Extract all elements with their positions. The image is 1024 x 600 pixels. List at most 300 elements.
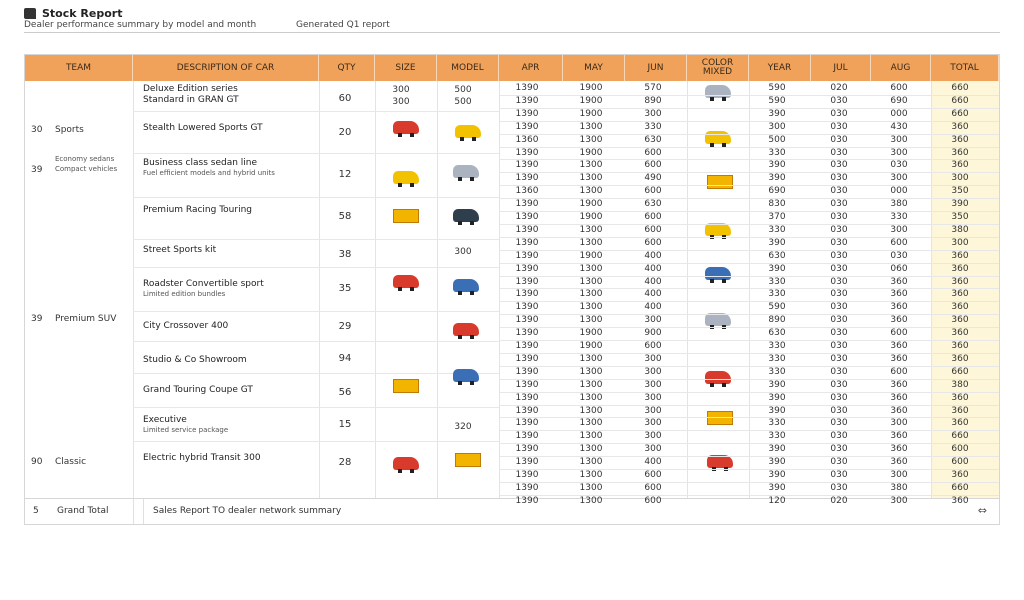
year-cell: 370 bbox=[768, 212, 786, 222]
year-cell: 300 bbox=[768, 121, 786, 132]
total-cell: 390 bbox=[951, 199, 969, 210]
may-cell: 1300 bbox=[579, 457, 603, 468]
total-cell: 360 bbox=[951, 353, 969, 364]
aug-cell: 060 bbox=[890, 263, 908, 274]
may-cell: 1300 bbox=[579, 160, 603, 171]
aug-cell: 360 bbox=[890, 392, 908, 403]
jul-cell: 030 bbox=[830, 431, 848, 442]
jun-cell: 300 bbox=[644, 405, 662, 416]
aug-cell: 430 bbox=[890, 121, 908, 132]
apr-cell: 1390 bbox=[515, 431, 539, 442]
may-cell: 1300 bbox=[579, 379, 603, 390]
year-cell: 390 bbox=[768, 173, 786, 184]
aug-cell: 360 bbox=[890, 444, 908, 455]
apr-cell: 1390 bbox=[515, 495, 539, 506]
apr-cell: 1390 bbox=[515, 328, 539, 339]
jun-cell: 400 bbox=[644, 263, 662, 274]
aug-cell: 600 bbox=[890, 237, 908, 248]
may-cell: 1300 bbox=[579, 263, 603, 274]
aug-cell: 600 bbox=[890, 83, 908, 93]
apr-cell: 1390 bbox=[515, 263, 539, 274]
product-name: Grand Touring Coupe GT bbox=[143, 385, 253, 395]
may-cell: 1900 bbox=[579, 328, 603, 339]
jul-cell: 030 bbox=[830, 199, 848, 210]
jun-cell: 630 bbox=[644, 199, 662, 210]
jul-cell: 030 bbox=[830, 147, 848, 158]
col-header-aug[interactable]: AUG bbox=[871, 55, 931, 81]
total-cell: 660 bbox=[951, 482, 969, 493]
apr-cell: 1360 bbox=[515, 134, 539, 145]
group-number: 30 bbox=[31, 125, 43, 135]
aug-cell: 360 bbox=[890, 431, 908, 442]
year-cell: 330 bbox=[768, 224, 786, 235]
total-cell: 360 bbox=[951, 250, 969, 261]
col-header-year[interactable]: YEAR bbox=[749, 55, 811, 81]
may-cell: 1300 bbox=[579, 418, 603, 429]
jun-cell: 600 bbox=[644, 147, 662, 158]
jun-cell: 600 bbox=[644, 495, 662, 506]
col-header-total[interactable]: TOTAL bbox=[931, 55, 999, 81]
apr-cell: 1390 bbox=[515, 482, 539, 493]
apr-cell: 1390 bbox=[515, 95, 539, 106]
col-header-model[interactable]: MODEL bbox=[437, 55, 499, 81]
jun-cell: 600 bbox=[644, 482, 662, 493]
jul-cell: 030 bbox=[830, 276, 848, 287]
may-cell: 1900 bbox=[579, 108, 603, 119]
aug-cell: 360 bbox=[890, 302, 908, 313]
jun-cell: 570 bbox=[644, 83, 662, 93]
jun-cell: 600 bbox=[644, 341, 662, 351]
color-mix-icon bbox=[705, 85, 731, 98]
may-cell: 1300 bbox=[579, 134, 603, 145]
product-qty: 29 bbox=[338, 321, 352, 332]
product-name: Electric hybrid Transit 300 bbox=[143, 453, 261, 463]
total-cell: 360 bbox=[951, 121, 969, 132]
car-icon bbox=[453, 323, 479, 336]
report-subtitle: Dealer performance summary by model and month bbox=[24, 20, 257, 30]
jun-cell: 300 bbox=[644, 315, 662, 326]
total-cell: 360 bbox=[951, 392, 969, 403]
apr-cell: 1390 bbox=[515, 83, 539, 93]
total-cell: 660 bbox=[951, 108, 969, 119]
total-cell: 380 bbox=[951, 379, 969, 390]
badge-icon bbox=[393, 209, 419, 223]
total-cell: 300 bbox=[951, 237, 969, 248]
jul-cell: 030 bbox=[830, 186, 848, 197]
car-icon bbox=[453, 165, 479, 178]
total-cell: 360 bbox=[951, 134, 969, 145]
year-cell: 890 bbox=[768, 315, 786, 326]
col-header-team[interactable]: TEAM bbox=[25, 55, 133, 81]
jun-cell: 330 bbox=[644, 121, 662, 132]
jul-cell: 030 bbox=[830, 224, 848, 235]
apr-cell: 1390 bbox=[515, 289, 539, 300]
year-cell: 690 bbox=[768, 186, 786, 197]
aug-cell: 360 bbox=[890, 457, 908, 468]
jul-cell: 030 bbox=[830, 315, 848, 326]
may-cell: 1300 bbox=[579, 289, 603, 300]
group-sublabel: Compact vehicles bbox=[55, 165, 118, 173]
badge-icon bbox=[455, 453, 481, 467]
may-cell: 1900 bbox=[579, 83, 603, 93]
total-cell: 660 bbox=[951, 431, 969, 442]
jun-cell: 400 bbox=[644, 289, 662, 300]
product-name: Premium Racing Touring bbox=[143, 205, 253, 215]
apr-cell: 1390 bbox=[515, 341, 539, 351]
jul-cell: 030 bbox=[830, 482, 848, 493]
year-cell: 330 bbox=[768, 418, 786, 429]
may-cell: 1300 bbox=[579, 366, 603, 377]
group-label: Economy sedans bbox=[55, 155, 115, 163]
apr-cell: 1390 bbox=[515, 302, 539, 313]
jul-cell: 030 bbox=[830, 108, 848, 119]
total-cell: 600 bbox=[951, 457, 969, 468]
total-cell: 360 bbox=[951, 302, 969, 313]
year-cell: 390 bbox=[768, 392, 786, 403]
aug-cell: 300 bbox=[890, 495, 908, 506]
car-icon bbox=[453, 279, 479, 292]
jul-cell: 030 bbox=[830, 173, 848, 184]
report-subtitle-secondary: Generated Q1 report bbox=[296, 20, 390, 30]
apr-cell: 1390 bbox=[515, 276, 539, 287]
product-qty: 12 bbox=[338, 169, 352, 180]
year-cell: 630 bbox=[768, 250, 786, 261]
col-header-jun[interactable]: JUN bbox=[625, 55, 687, 81]
year-cell: 390 bbox=[768, 237, 786, 248]
total-cell: 600 bbox=[951, 444, 969, 455]
jul-cell: 020 bbox=[830, 83, 848, 93]
product-name: Stealth Lowered Sports GT bbox=[143, 123, 263, 133]
jul-cell: 030 bbox=[830, 457, 848, 468]
group-label: Sports bbox=[55, 125, 84, 135]
group-number: 90 bbox=[31, 457, 43, 467]
size-value: 300 bbox=[392, 85, 410, 95]
jul-cell: 030 bbox=[830, 160, 848, 171]
jul-cell: 030 bbox=[830, 392, 848, 403]
product-name: Business class sedan line Fuel efficient models and hybrid units bbox=[143, 158, 275, 177]
group-label: Premium SUV bbox=[55, 314, 117, 324]
jul-cell: 020 bbox=[830, 495, 848, 506]
jun-cell: 890 bbox=[644, 95, 662, 106]
year-cell: 590 bbox=[768, 95, 786, 106]
aug-cell: 360 bbox=[890, 353, 908, 364]
report-header bbox=[24, 6, 1000, 32]
jun-cell: 300 bbox=[644, 379, 662, 390]
aug-cell: 600 bbox=[890, 328, 908, 339]
year-cell: 390 bbox=[768, 470, 786, 480]
total-cell: 360 bbox=[951, 160, 969, 171]
jun-cell: 300 bbox=[644, 353, 662, 364]
may-cell: 1300 bbox=[579, 224, 603, 235]
may-cell: 1300 bbox=[579, 405, 603, 416]
jul-cell: 030 bbox=[830, 250, 848, 261]
may-cell: 1300 bbox=[579, 444, 603, 455]
product-qty: 94 bbox=[338, 353, 352, 364]
year-cell: 500 bbox=[768, 134, 786, 145]
product-qty: 20 bbox=[338, 127, 352, 138]
product-name: Deluxe Edition series Standard in GRAN GT bbox=[143, 84, 239, 105]
col-header-description[interactable]: DESCRIPTION OF CAR bbox=[133, 55, 319, 81]
size-value: 300 bbox=[392, 97, 410, 107]
jul-cell: 030 bbox=[830, 444, 848, 455]
car-icon bbox=[393, 171, 419, 184]
year-cell: 390 bbox=[768, 405, 786, 416]
jun-cell: 400 bbox=[644, 276, 662, 287]
may-cell: 1300 bbox=[579, 186, 603, 197]
jun-cell: 600 bbox=[644, 212, 662, 222]
table-header bbox=[25, 55, 999, 81]
may-cell: 1900 bbox=[579, 199, 603, 210]
jun-cell: 600 bbox=[644, 186, 662, 197]
aug-cell: 330 bbox=[890, 212, 908, 222]
col-header-apr[interactable]: APR bbox=[499, 55, 563, 81]
jul-cell: 030 bbox=[830, 212, 848, 222]
color-mix-icon bbox=[705, 267, 731, 280]
apr-cell: 1390 bbox=[515, 418, 539, 429]
jul-cell: 030 bbox=[830, 366, 848, 377]
aug-cell: 380 bbox=[890, 199, 908, 210]
product-name: Studio & Co Showroom bbox=[143, 355, 247, 365]
may-cell: 1900 bbox=[579, 250, 603, 261]
logo-icon bbox=[24, 8, 36, 19]
apr-cell: 1390 bbox=[515, 353, 539, 364]
total-cell: 360 bbox=[951, 315, 969, 326]
apr-cell: 1390 bbox=[515, 173, 539, 184]
stock-table bbox=[24, 54, 1000, 506]
may-cell: 1300 bbox=[579, 482, 603, 493]
aug-cell: 380 bbox=[890, 482, 908, 493]
jun-cell: 400 bbox=[644, 457, 662, 468]
may-cell: 1300 bbox=[579, 276, 603, 287]
may-cell: 1900 bbox=[579, 147, 603, 158]
jun-cell: 300 bbox=[644, 444, 662, 455]
apr-cell: 1390 bbox=[515, 250, 539, 261]
group-label: Classic bbox=[55, 457, 87, 467]
total-cell: 360 bbox=[951, 405, 969, 416]
year-cell: 330 bbox=[768, 353, 786, 364]
jun-cell: 400 bbox=[644, 250, 662, 261]
jun-cell: 600 bbox=[644, 160, 662, 171]
product-qty: 15 bbox=[338, 419, 352, 430]
footer-text: Sales Report TO dealer network summary bbox=[153, 506, 342, 516]
year-cell: 390 bbox=[768, 379, 786, 390]
jun-cell: 600 bbox=[644, 224, 662, 235]
total-cell: 350 bbox=[951, 186, 969, 197]
apr-cell: 1390 bbox=[515, 405, 539, 416]
car-icon bbox=[453, 369, 479, 382]
total-cell: 350 bbox=[951, 212, 969, 222]
apr-cell: 1390 bbox=[515, 366, 539, 377]
jul-cell: 030 bbox=[830, 379, 848, 390]
expand-icon[interactable]: ⇔ bbox=[977, 504, 987, 517]
total-cell: 360 bbox=[951, 289, 969, 300]
total-cell: 360 bbox=[951, 147, 969, 158]
year-cell: 390 bbox=[768, 457, 786, 468]
aug-cell: 600 bbox=[890, 366, 908, 377]
jul-cell: 030 bbox=[830, 237, 848, 248]
jul-cell: 030 bbox=[830, 405, 848, 416]
col-header-may[interactable]: MAY bbox=[563, 55, 625, 81]
year-cell: 390 bbox=[768, 444, 786, 455]
col-header-color-mixed[interactable]: COLOR MIXED bbox=[687, 55, 749, 81]
model-value: 500 bbox=[454, 85, 472, 95]
jun-cell: 300 bbox=[644, 366, 662, 377]
apr-cell: 1390 bbox=[515, 224, 539, 235]
col-header-jul[interactable]: JUL bbox=[811, 55, 871, 81]
jun-cell: 300 bbox=[644, 108, 662, 119]
aug-cell: 360 bbox=[890, 405, 908, 416]
apr-cell: 1390 bbox=[515, 392, 539, 403]
car-icon bbox=[455, 125, 481, 138]
may-cell: 1900 bbox=[579, 341, 603, 351]
year-cell: 390 bbox=[768, 108, 786, 119]
may-cell: 1300 bbox=[579, 315, 603, 326]
year-cell: 390 bbox=[768, 160, 786, 171]
product-name: City Crossover 400 bbox=[143, 321, 229, 331]
car-icon bbox=[393, 457, 419, 470]
jun-cell: 490 bbox=[644, 173, 662, 184]
aug-cell: 300 bbox=[890, 418, 908, 429]
total-cell: 360 bbox=[951, 341, 969, 351]
apr-cell: 1390 bbox=[515, 160, 539, 171]
group-number: 39 bbox=[31, 314, 43, 324]
year-cell: 330 bbox=[768, 431, 786, 442]
jun-cell: 300 bbox=[644, 418, 662, 429]
may-cell: 1300 bbox=[579, 353, 603, 364]
year-cell: 390 bbox=[768, 482, 786, 493]
jul-cell: 030 bbox=[830, 121, 848, 132]
apr-cell: 1390 bbox=[515, 108, 539, 119]
year-cell: 590 bbox=[768, 302, 786, 313]
col-header-qty[interactable]: QTY bbox=[319, 55, 375, 81]
jul-cell: 030 bbox=[830, 95, 848, 106]
product-name: Street Sports kit bbox=[143, 245, 217, 255]
jun-cell: 400 bbox=[644, 302, 662, 313]
may-cell: 1300 bbox=[579, 470, 603, 480]
jul-cell: 030 bbox=[830, 328, 848, 339]
apr-cell: 1390 bbox=[515, 470, 539, 480]
may-cell: 1900 bbox=[579, 212, 603, 222]
color-mix-icon bbox=[705, 371, 731, 384]
may-cell: 1300 bbox=[579, 431, 603, 442]
aug-cell: 300 bbox=[890, 147, 908, 158]
jun-cell: 600 bbox=[644, 470, 662, 480]
may-cell: 1300 bbox=[579, 173, 603, 184]
aug-cell: 030 bbox=[890, 250, 908, 261]
apr-cell: 1390 bbox=[515, 199, 539, 210]
total-cell: 360 bbox=[951, 276, 969, 287]
apr-cell: 1390 bbox=[515, 457, 539, 468]
may-cell: 1900 bbox=[579, 95, 603, 106]
car-icon bbox=[393, 121, 419, 134]
total-cell: 360 bbox=[951, 263, 969, 274]
may-cell: 1300 bbox=[579, 302, 603, 313]
aug-cell: 000 bbox=[890, 108, 908, 119]
total-cell: 300 bbox=[951, 173, 969, 184]
product-qty: 58 bbox=[338, 211, 352, 222]
aug-cell: 030 bbox=[890, 160, 908, 171]
aug-cell: 360 bbox=[890, 289, 908, 300]
year-cell: 630 bbox=[768, 328, 786, 339]
jul-cell: 030 bbox=[830, 353, 848, 364]
product-qty: 60 bbox=[338, 93, 352, 104]
total-cell: 360 bbox=[951, 418, 969, 429]
model-value: 300 bbox=[454, 247, 472, 257]
model-value: 500 bbox=[454, 97, 472, 107]
may-cell: 1300 bbox=[579, 495, 603, 506]
apr-cell: 1390 bbox=[515, 121, 539, 132]
col-header-size[interactable]: SIZE bbox=[375, 55, 437, 81]
total-cell: 660 bbox=[951, 366, 969, 377]
car-icon bbox=[453, 209, 479, 222]
jun-cell: 300 bbox=[644, 392, 662, 403]
may-cell: 1300 bbox=[579, 237, 603, 248]
year-cell: 390 bbox=[768, 263, 786, 274]
product-qty: 35 bbox=[338, 283, 352, 294]
jun-cell: 630 bbox=[644, 134, 662, 145]
aug-cell: 300 bbox=[890, 134, 908, 145]
year-cell: 330 bbox=[768, 276, 786, 287]
total-cell: 380 bbox=[951, 224, 969, 235]
aug-cell: 300 bbox=[890, 470, 908, 480]
brand bbox=[24, 6, 122, 20]
apr-cell: 1390 bbox=[515, 444, 539, 455]
apr-cell: 1360 bbox=[515, 186, 539, 197]
jul-cell: 030 bbox=[830, 289, 848, 300]
total-cell: 660 bbox=[951, 95, 969, 106]
may-cell: 1300 bbox=[579, 392, 603, 403]
product-qty: 56 bbox=[338, 387, 352, 398]
jul-cell: 030 bbox=[830, 134, 848, 145]
total-cell: 660 bbox=[951, 83, 969, 93]
product-name: Executive Limited service package bbox=[143, 415, 229, 434]
badge-icon bbox=[393, 379, 419, 393]
may-cell: 1300 bbox=[579, 121, 603, 132]
apr-cell: 1390 bbox=[515, 379, 539, 390]
footer-label: Grand Total bbox=[57, 506, 109, 516]
year-cell: 590 bbox=[768, 83, 786, 93]
aug-cell: 360 bbox=[890, 315, 908, 326]
product-qty: 28 bbox=[338, 457, 352, 468]
apr-cell: 1390 bbox=[515, 237, 539, 248]
year-cell: 330 bbox=[768, 147, 786, 158]
jul-cell: 030 bbox=[830, 418, 848, 429]
year-cell: 120 bbox=[768, 495, 786, 506]
year-cell: 330 bbox=[768, 289, 786, 300]
year-cell: 330 bbox=[768, 341, 786, 351]
header-divider bbox=[24, 32, 1000, 33]
product-qty: 38 bbox=[338, 249, 352, 260]
aug-cell: 690 bbox=[890, 95, 908, 106]
aug-cell: 360 bbox=[890, 379, 908, 390]
jul-cell: 030 bbox=[830, 341, 848, 351]
product-name: Roadster Convertible sport Limited edition bundles bbox=[143, 279, 264, 298]
total-cell: 360 bbox=[951, 328, 969, 339]
aug-cell: 000 bbox=[890, 186, 908, 197]
group-number: 39 bbox=[31, 165, 43, 175]
footer-number: 5 bbox=[33, 506, 39, 516]
jul-cell: 030 bbox=[830, 302, 848, 313]
jun-cell: 600 bbox=[644, 237, 662, 248]
total-cell: 360 bbox=[951, 495, 969, 506]
aug-cell: 360 bbox=[890, 276, 908, 287]
apr-cell: 1390 bbox=[515, 147, 539, 158]
jul-cell: 030 bbox=[830, 263, 848, 274]
total-cell: 360 bbox=[951, 470, 969, 480]
aug-cell: 300 bbox=[890, 224, 908, 235]
year-cell: 330 bbox=[768, 366, 786, 377]
color-mix-icon bbox=[705, 223, 731, 236]
